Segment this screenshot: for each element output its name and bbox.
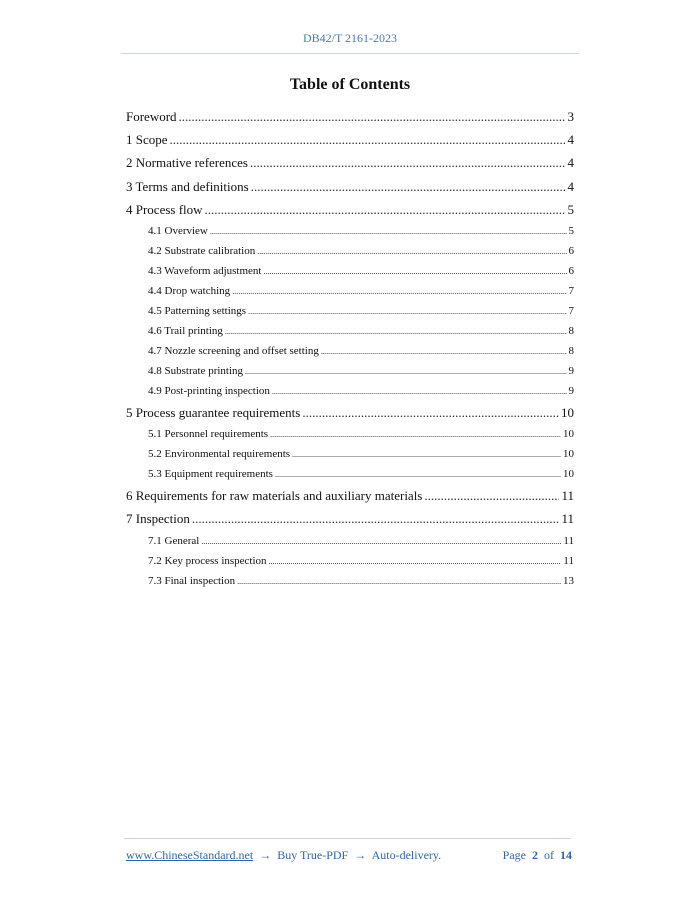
toc-leader-dots — [179, 105, 566, 128]
toc-entry-label: 4.3 Waveform adjustment — [148, 264, 262, 277]
toc-entry-page: 4 — [567, 155, 574, 171]
toc-entry[interactable] — [126, 128, 574, 151]
toc-entry[interactable] — [126, 198, 574, 221]
toc-entry-label: 4.5 Patterning settings — [148, 304, 247, 317]
toc-entry-label: 4.1 Overview — [148, 224, 208, 237]
toc-entry-label: 4.7 Nozzle screening and offset setting — [148, 344, 319, 357]
toc-entry-page: 10 — [563, 468, 574, 481]
toc-entry[interactable] — [126, 341, 574, 361]
toc-entry-page: 10 — [561, 404, 574, 420]
toc-entry-page: 13 — [563, 574, 574, 587]
toc-entry-label: Foreword — [126, 109, 177, 124]
arrow-right-icon: → — [354, 848, 367, 862]
toc-entry-page: 8 — [568, 324, 574, 337]
toc-entry-label: 1 Scope — [126, 132, 168, 148]
toc-entry-page: 11 — [561, 511, 574, 527]
toc-leader-dots — [263, 261, 566, 282]
toc-entry-page: 9 — [568, 364, 574, 377]
toc-entry[interactable] — [126, 361, 574, 381]
arrow-right-icon: → — [259, 848, 272, 862]
toc-entry-page: 4 — [567, 132, 574, 148]
toc-leader-dots — [192, 507, 560, 530]
toc-leader-dots — [272, 381, 567, 402]
header-divider — [121, 53, 579, 54]
toc-entry-page: 6 — [568, 264, 574, 277]
toc-entry[interactable] — [126, 175, 574, 198]
toc-leader-dots — [292, 444, 561, 465]
toc-leader-dots — [237, 571, 561, 592]
toc-entry-label: 4.2 Substrate calibration — [148, 244, 256, 257]
toc-entry[interactable] — [126, 424, 574, 444]
toc-entry[interactable] — [126, 507, 574, 530]
toc-entry-page: 5 — [568, 224, 574, 237]
toc-entry-label: 5.2 Environmental requirements — [148, 448, 291, 461]
toc-leader-dots — [321, 341, 567, 362]
toc-entry-label: 6 Requirements for raw materials and auxiliary materials — [126, 488, 423, 504]
toc-entry[interactable] — [126, 281, 574, 301]
toc-entry-page: 4 — [567, 178, 574, 194]
page-footer — [126, 848, 572, 863]
toc-leader-dots — [205, 198, 566, 221]
toc-entry-page: 11 — [563, 534, 574, 547]
toc-entry-label: 3 Terms and definitions — [126, 178, 249, 194]
toc-entry-label: 7.2 Key process inspection — [148, 554, 267, 567]
toc-entry[interactable] — [126, 484, 574, 507]
current-page-number: 2 — [532, 848, 538, 862]
toc-leader-dots — [248, 301, 566, 322]
toc-leader-dots — [201, 531, 561, 552]
toc-entry-label: 4.9 Post-printing inspection — [148, 384, 270, 397]
page-header — [0, 31, 700, 46]
toc-entry-label: 4.4 Drop watching — [148, 284, 231, 297]
toc-entry-page: 7 — [568, 284, 574, 297]
toc-entry[interactable] — [126, 321, 574, 341]
toc-entry[interactable] — [126, 464, 574, 484]
toc-entry-page: 8 — [568, 344, 574, 357]
toc-entry[interactable] — [126, 261, 574, 281]
toc-entry[interactable] — [126, 241, 574, 261]
toc-leader-dots — [210, 221, 567, 242]
table-of-contents — [126, 105, 574, 591]
toc-leader-dots — [269, 551, 562, 572]
toc-entry-page: 6 — [568, 244, 574, 257]
toc-entry-label: 5 Process guarantee requirements — [126, 404, 301, 420]
toc-leader-dots — [225, 321, 567, 342]
toc-entry-page: 10 — [563, 428, 574, 441]
toc-entry-label: 4 Process flow — [126, 201, 203, 217]
toc-entry-page: 7 — [568, 304, 574, 317]
toc-entry[interactable] — [126, 221, 574, 241]
toc-entry-page: 11 — [561, 488, 574, 504]
page-title: Table of Contents — [289, 76, 411, 93]
toc-leader-dots — [424, 484, 559, 507]
toc-leader-dots — [302, 401, 559, 424]
toc-leader-dots — [250, 151, 566, 174]
toc-entry-page: 5 — [567, 201, 574, 217]
toc-entry-page: 3 — [567, 109, 574, 124]
toc-leader-dots — [232, 281, 566, 302]
toc-entry[interactable] — [126, 571, 574, 591]
toc-entry[interactable] — [126, 381, 574, 401]
toc-entry-label: 7 Inspection — [126, 511, 190, 527]
toc-leader-dots — [251, 175, 566, 198]
document-code: DB42/T 2161-2023 — [302, 31, 398, 45]
toc-leader-dots — [275, 464, 561, 485]
toc-entry-label: 5.1 Personnel requirements — [148, 428, 269, 441]
page-word: Page — [502, 848, 526, 862]
page-indicator — [503, 848, 572, 863]
footer-left — [126, 848, 441, 863]
toc-entry-label: 4.8 Substrate printing — [148, 364, 244, 377]
toc-leader-dots — [245, 361, 566, 382]
of-word: of — [544, 848, 554, 862]
toc-entry[interactable] — [126, 444, 574, 464]
buy-true-pdf-text: Buy True-PDF — [277, 848, 349, 862]
toc-entry-label: 7.1 General — [148, 534, 200, 547]
toc-entry-label: 7.3 Final inspection — [148, 574, 236, 587]
toc-entry-page: 9 — [568, 384, 574, 397]
toc-entry-page: 10 — [563, 448, 574, 461]
toc-leader-dots — [170, 128, 566, 151]
toc-leader-dots — [257, 241, 566, 262]
toc-entry-label: 4.6 Trail printing — [148, 324, 223, 337]
toc-entry[interactable] — [126, 301, 574, 321]
toc-leader-dots — [270, 424, 561, 445]
toc-entry-page: 11 — [563, 554, 574, 567]
toc-entry[interactable] — [126, 151, 574, 174]
toc-entry[interactable] — [126, 531, 574, 551]
toc-entry-label: 5.3 Equipment requirements — [148, 468, 273, 481]
toc-entry[interactable] — [126, 551, 574, 571]
toc-entry[interactable] — [126, 105, 574, 128]
footer-divider — [124, 838, 571, 839]
toc-entry[interactable] — [126, 401, 574, 424]
site-link[interactable]: www.ChineseStandard.net — [126, 848, 254, 862]
toc-entry-label: 2 Normative references — [126, 155, 248, 171]
auto-delivery-text: Auto-delivery. — [371, 848, 442, 862]
total-pages-number: 14 — [560, 848, 572, 862]
